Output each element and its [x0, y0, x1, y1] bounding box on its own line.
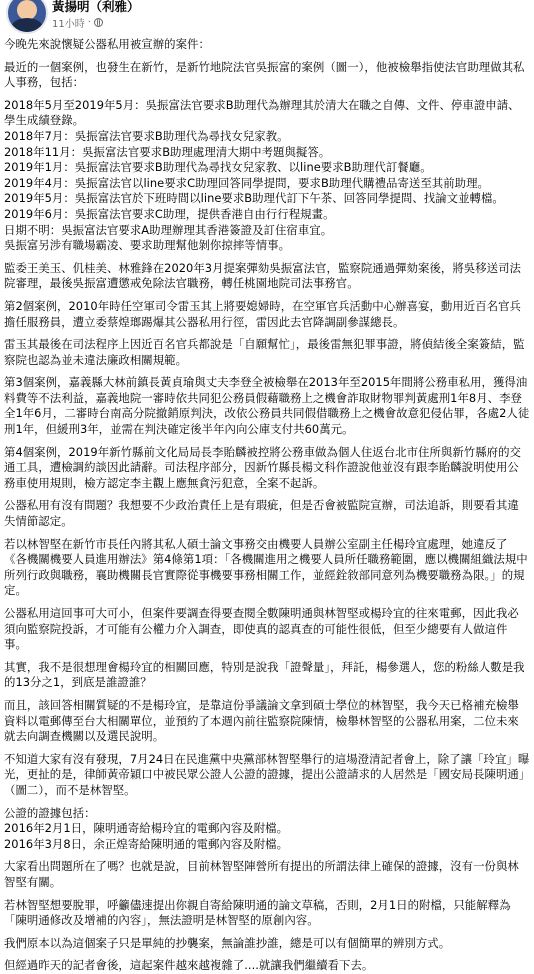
post-text-line: 而且，該回答相關質疑的不是楊玲宜，是靠這份爭議論文拿到碩士學位的林智堅，我今天已格補充檢舉資料以電郵傳至台大相關單位，並預約了本週內前往監察院陳情，檢舉林智堅的公器私用案，二位未來就去向調查機關以及選民說明。	[4, 697, 519, 744]
post-text-line: 但經過昨天的記者會後，這起案件越來越複雜了....就讓我們繼續看下去。	[4, 958, 374, 973]
paragraph-gap	[4, 891, 530, 898]
post-text-line: 第2個案例，2010年時任空軍司令雷玉其上將要媳婦時，在空軍官兵活動中心辦喜宴，動用近百名官兵擔任服務員，遭立委蔡煌瑯踢爆其公器私用行徑，雷因此去官降調副參謀總長。	[4, 298, 521, 329]
post-time[interactable]: 11小時	[52, 19, 85, 30]
avatar-face	[17, 0, 37, 20]
post-header	[0, 0, 534, 34]
paragraph-gap	[4, 599, 530, 606]
post-text-line: 2018年7月：吳振富法官要求B助理代為尋找女兒家教。	[4, 128, 289, 143]
post-text-line: 2019年6月：吳振富法官要求C助理，提供香港自由行行程規畫。	[4, 206, 335, 221]
author-name[interactable]: 黃揚明（利雅）	[52, 0, 140, 14]
post-text-line: 2018年11月：吳振富法官要求B助理處理清大期中考題與擬答。	[4, 144, 331, 159]
post-text-line: 我們原本以為這個案子只是單純的抄襲案，無論誰抄誰，總是可以有個簡單的辨別方式。	[4, 935, 451, 950]
post-text-line: 若以林智堅在新竹市長任內將其私人碩士論文事務交由機要人員辦公室副主任楊玲宜處理，她違反了《各機關機要人員進用辦法》第4條第1項：「各機關進用之機要人員所任職務範圍，應以機關組織法規中所列行政與職務，襄助機關長官實際從事機要事務相關工作，並經銓敘部同意列為機要職務為限。」的規定。	[4, 536, 528, 598]
paragraph-gap	[4, 691, 530, 698]
paragraph-gap	[4, 653, 530, 660]
globe-icon[interactable]	[94, 18, 103, 27]
post-meta	[52, 15, 103, 30]
post-text-line: 若林智堅想要脫罪，呼籲儘速提出你親自寄給陳明通的論文草稿，否則，2月1日的附檔，只能解釋為「陳明通修改及增補的內容」，無法證明是林智堅的原創內容。	[4, 897, 511, 928]
post-text-line: 2018年5月至2019年5月：吳振富法官要求B助理代為辦理其於清大在職之自傳、文件、停車證申請、學生成績登錄。	[4, 97, 520, 128]
post-text-line: 2019年4月：吳振富法官以line要求C助理回答同學提問，要求B助理代購禮品寄送至其前助理。	[4, 175, 489, 190]
post-text-line: 2016年3月8日，余正煌寄給陳明通的電郵內容及附檔。	[4, 836, 289, 851]
author-avatar[interactable]	[6, 0, 48, 34]
meta-separator: ·	[87, 17, 91, 28]
post-text-line: 其實，我不是很想理會楊玲宜的相關回應，特別是說我「證聲量」，拜託，楊參選人，您的粉絲人數是我的13分之1，到底是誰證誰？	[4, 659, 525, 690]
post-text-line: 今晚先來說懷疑公器私用被宣辦的案件：	[4, 37, 210, 51]
post-text-line: 公器私用這回事可大可小，但案件要調查得要查閱全數陳明通與林智堅或楊玲宜的往來電郵，因此我必須向監察院投訴，才可能有公權力介入調查，即使真的認真查的可能性很低，但至少總要有人做這件事。	[4, 606, 519, 652]
post-text-line: 2019年5月：吳振富法官於下班時間以line要求B助理代訂下午茶、回答同學提問、找論文並轉檔。	[4, 191, 504, 206]
paragraph-gap	[4, 491, 530, 498]
paragraph-gap	[4, 91, 530, 98]
post-text-line: 最近的一個案例，也發生在新竹，是新竹地院法官吳振富的案例（圖一），他被檢舉指使法官助理做其私人事務，包括：	[4, 59, 525, 90]
post-text-line: 公證的證據包括：	[4, 805, 96, 820]
post-text-line: 大家看出問題所在了嗎？也就是說，目前林智堅陣營所有提出的所謂法律上確保的證據，沒有一份與林智堅有關。	[4, 859, 519, 889]
post-text-line: 公器私用有沒有問題？我想要不少政治責任上是有瑕疵，但是否會被監院宣辦，司法追訴，則要看其違失情節認定。	[4, 498, 519, 529]
paragraph-gap	[4, 368, 530, 375]
avatar-body	[11, 18, 43, 34]
post-text-line: 日期不明：吳振富法官要求A助理辦理其香港簽證及訂住宿車宜。	[4, 222, 333, 237]
paragraph-gap	[4, 745, 530, 752]
post-text-line: 2019年1月：吳振富法官要求B助理代為尋找女兒家教、以line要求B助理代訂餐廳。	[4, 160, 432, 175]
paragraph-gap	[4, 330, 530, 337]
post-text-line: 監委王美玉、仉桂美、林雅鋒在2020年3月提案彈劾吳振富法官，監察院通過彈劾案後，將吳移送司法院審理，最後吳振富遭懲戒免除法官職務，轉任桃園地院司法事務官。	[4, 260, 521, 291]
post-text-line: 不知道大家有沒有發現，7月24日在民進黨中央黨部林智堅舉行的這場澄清記者會上，除了讓「玲宜」曝光，更扯的是，律師黃帝穎口中被民眾公證人公證的證據，提出公證請求的人居然是「國安局長陳明通」（圖二），而不是林智堅。	[4, 751, 530, 797]
post-text-line: 吳振富另涉有職場霸凌、要求助理幫他剝你掠摔等情事。	[4, 238, 291, 253]
paragraph-gap	[4, 53, 530, 60]
paragraph-gap	[4, 254, 530, 261]
paragraph-gap	[4, 799, 530, 806]
post-body	[4, 37, 530, 974]
paragraph-gap	[4, 292, 530, 299]
post-text-line: 第4個案例，2019年新竹縣前文化局局長李貽麟被控將公務車做為個人住返台北市住所與新竹縣府的交通工具，遭檢調約談因此請辭。司法程序部分，因新竹縣長楊文科作證說他並沒有跟李貽麟說明使用公務車使用規則，檢方認定李主觀上應無貪污犯意，全案不起訴。	[4, 444, 521, 490]
post-text-line: 2016年2月1日，陳明通寄給楊玲宜的電郵內容及附檔。	[4, 821, 289, 836]
paragraph-gap	[4, 852, 530, 859]
post-text-line: 雷玉其最後在司法程序上因近百名官兵都說是「自願幫忙」，最後雷無犯罪事證，將偵結後全案簽結，監察院也認為並未違法廉政相關規範。	[4, 337, 525, 367]
paragraph-gap	[4, 929, 530, 936]
paragraph-gap	[4, 438, 530, 445]
paragraph-gap	[4, 951, 530, 958]
post-text-line: 第3個案例，嘉義縣大林前鎮長黃貞瑜與丈夫李登全被檢舉在2013年至2015年間將公務車私用，獲得油料費等不法利益，嘉義地院一審時依共同犯公務員假藉職務上之機會詐取財物罪判黃處刑1年8月、李登全1年6月，二審時台南高分院撤銷原判決，改依公務員共同假借職務上之機會故意犯侵佔罪，各處2人徒刑1年，但緩刑3年，並需在判決確定後半年內向公庫支付共60萬元。	[4, 375, 530, 437]
paragraph-gap	[4, 530, 530, 537]
